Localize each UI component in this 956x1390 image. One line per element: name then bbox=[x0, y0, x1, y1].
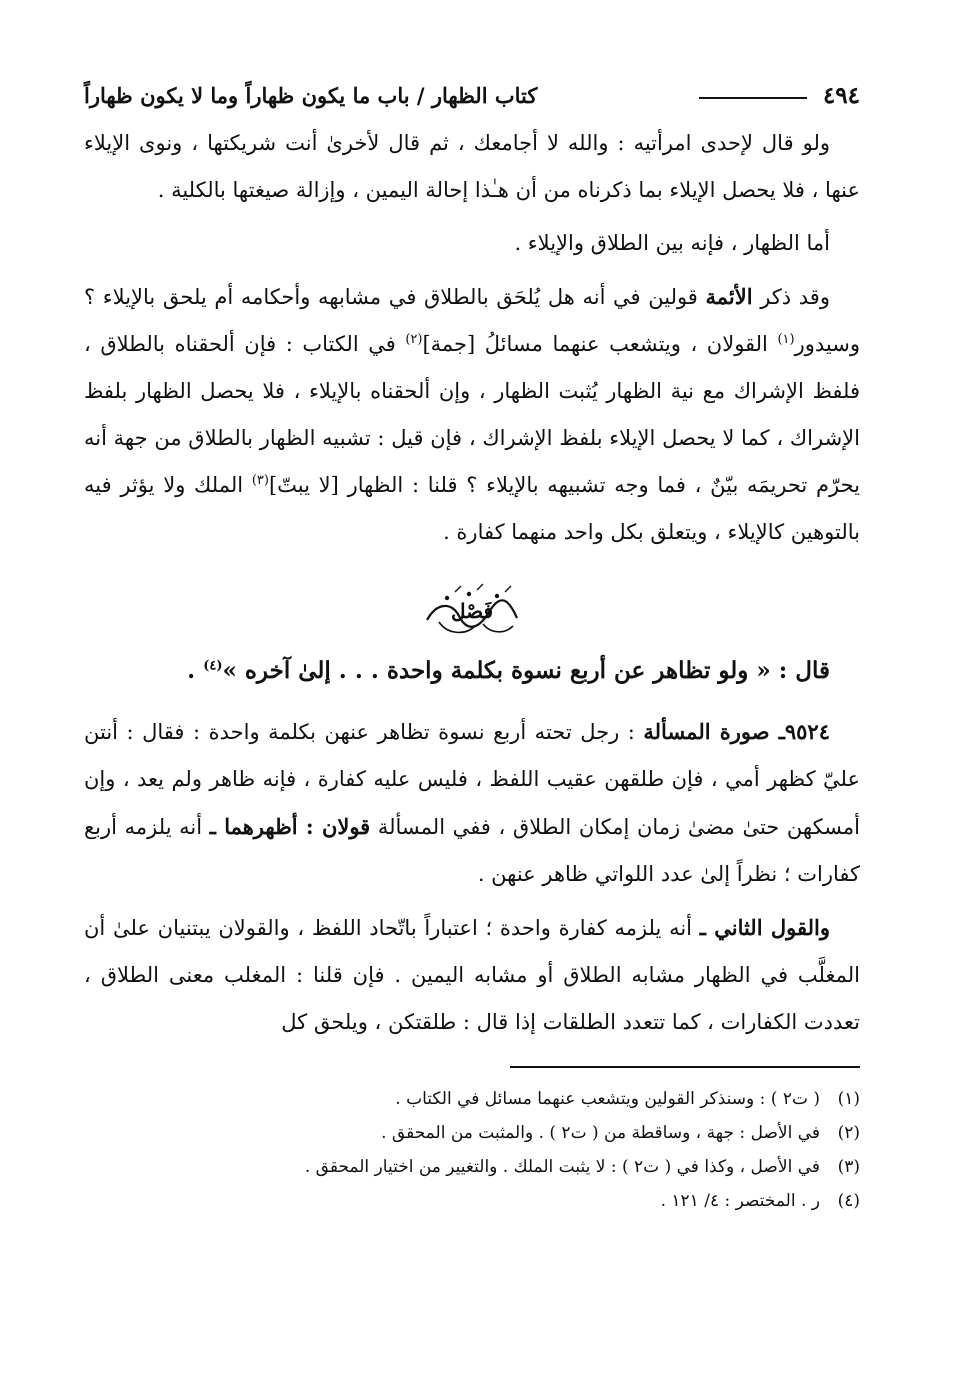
qala-heading bbox=[84, 648, 860, 694]
footnote-number: (٣) bbox=[837, 1157, 860, 1177]
paragraph-9524 bbox=[84, 708, 860, 898]
footnote-3 bbox=[84, 1150, 860, 1184]
footnote-text: في الأصل : جهة ، وساقطة من ( ت٢ ) . والمثبت من المحقق . bbox=[381, 1123, 820, 1143]
paragraph-3 bbox=[84, 273, 860, 556]
text-run: القولان ، ويتشعب عنهما مسائلُ [جمة] bbox=[422, 332, 778, 356]
qala-text: قال : « ولو تظاهر عن أربع نسوة بكلمة واحدة . . . إلىٰ آخره » bbox=[222, 657, 830, 684]
issue-number-heading: ٩٥٢٤ـ صورة المسألة bbox=[643, 719, 830, 744]
footnotes-list bbox=[84, 1082, 860, 1218]
footnote-ref-2[interactable]: (٢) bbox=[405, 332, 423, 347]
footnote-1 bbox=[84, 1082, 860, 1116]
text-run: وقد ذكر bbox=[752, 285, 830, 309]
footnote-number: (٤) bbox=[837, 1191, 860, 1211]
text-run: : رجل تحته أربع نسوة تظاهر عنهن بكلمة واحدة : فقال : أنتن عليّ كظهر أمي ، فإن طلقهن عقيب اللفظ ، فليس عليه كفارة ، فإنه ظاهر ولم يعد ، وإن أمسكهن حتىٰ مضىٰ زمان إمكان الطلاق ، ففي المسألة bbox=[84, 720, 860, 839]
fasl-calligraphy-ornament bbox=[417, 582, 527, 642]
footnote-ref-3[interactable]: (٣) bbox=[251, 473, 269, 488]
footnote-text: ر . المختصر : ٤/ ١٢١ . bbox=[660, 1191, 820, 1211]
footnote-ref-4[interactable]: (٤) bbox=[203, 658, 223, 674]
section-ornament bbox=[84, 582, 860, 646]
footnote-4 bbox=[84, 1184, 860, 1218]
running-header bbox=[84, 70, 860, 120]
paragraph-1: ولو قال لإحدى امرأتيه : والله لا أجامعك ، ثم قال لأخرىٰ أنت شريكتها ، ونوى الإيلاء عنها ، فلا يحصل الإيلاء بما ذكرناه من أن هـٰذا إحالة اليمين ، وإزالة صيغتها بالكلية . bbox=[84, 131, 860, 202]
bold-term: الأئمة bbox=[705, 284, 753, 309]
text-run: في الكتاب : فإن ألحقناه بالطلاق ، فلفظ الإشراك مع نية الظهار يُثبت الظهار ، وإن ألحقناه بالإيلاء ، فلا يحصل الظهار بلفظ الإشراك ، كما لا يحصل الإيلاء بلفظ الإشراك ، فإن قيل : تشبيه الظهار بالطلاق من جهة أنه يحرّم تحريمَه بيّنٌ ، فما وجه تشبيهه بالإيلاء ؟ قلنا : الظهار [لا يبتّ] bbox=[84, 332, 860, 497]
footnote-separator bbox=[510, 1066, 860, 1068]
bold-term: قولان : أظهرهما ـ bbox=[209, 814, 371, 839]
qala-tail: . bbox=[187, 657, 204, 684]
footnote-2 bbox=[84, 1116, 860, 1150]
footnote-number: (١) bbox=[837, 1089, 860, 1109]
footnote-ref-1[interactable]: (١) bbox=[777, 332, 795, 347]
bold-term: والقول الثاني ـ bbox=[699, 915, 830, 940]
document-page bbox=[84, 70, 860, 1218]
paragraph-second-opinion bbox=[84, 904, 860, 1046]
paragraph-2: أما الظهار ، فإنه بين الطلاق والإيلاء . bbox=[514, 231, 830, 255]
footnote-text: ( ت٢ ) : وسنذكر القولين ويتشعب عنهما مسائل في الكتاب . bbox=[395, 1089, 820, 1109]
text-run: قولين في أنه هل يُلحَق بالطلاق في مشابهه وأحكامه أم يلحق بالإيلاء ؟ وسيدور bbox=[84, 285, 860, 356]
text-run: أنه يلزمه أربع كفارات ؛ نظراً إلىٰ عدد اللواتي ظاهر عنهن . bbox=[84, 815, 860, 886]
ornament-text: فَصْل bbox=[450, 599, 494, 623]
header-rule bbox=[699, 97, 807, 99]
text-run: الملك ولا يؤثر فيه بالتوهين كالإيلاء ، ويتعلق بكل واحد منهما كفارة . bbox=[84, 473, 860, 544]
text-run: أنه يلزمه كفارة واحدة ؛ اعتباراً باتّحاد اللفظ ، والقولان يبتنيان علىٰ أن المغلَّب في الظهار مشابه الطلاق أو مشابه اليمين . فإن قلنا : المغلب معنى الطلاق ، تعددت الكفارات ، كما تتعدد الطلقات إذا قال : طلقتكن ، ويلحق كل bbox=[84, 916, 860, 1034]
footnote-number: (٢) bbox=[837, 1123, 860, 1143]
page-number: ٤٩٤ bbox=[822, 81, 860, 109]
footnote-text: في الأصل ، وكذا في ( ت٢ ) : لا يثبت الملك . والتغيير من اختيار المحقق . bbox=[304, 1157, 820, 1177]
running-title: كتاب الظهار / باب ما يكون ظهاراً وما لا يكون ظهاراً bbox=[84, 82, 538, 108]
